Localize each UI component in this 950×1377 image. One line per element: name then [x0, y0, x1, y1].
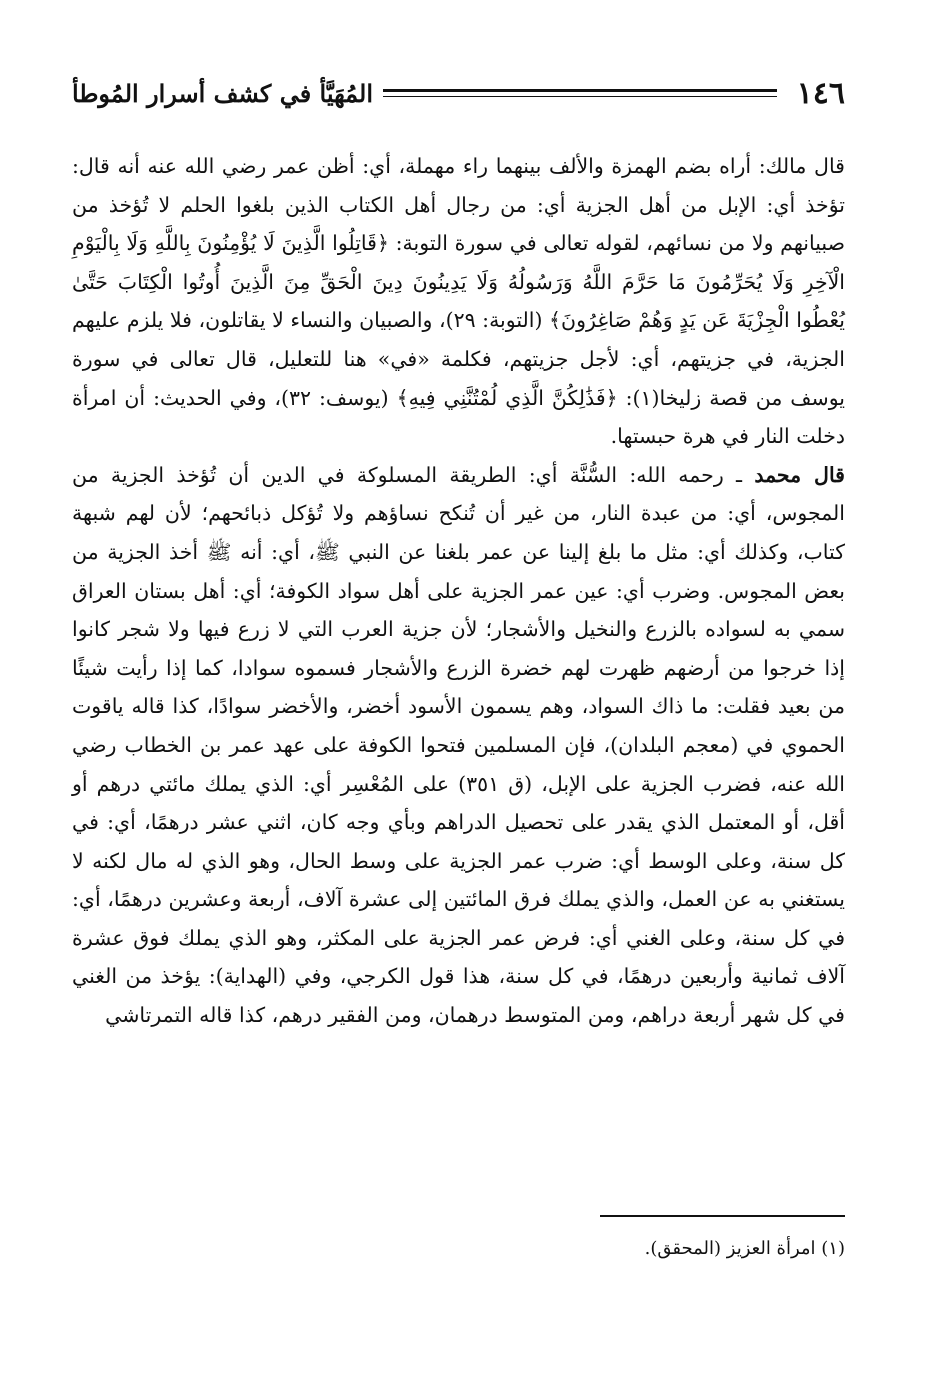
book-title: المُهَيَّأ في كشف أسرار المُوطأ	[72, 78, 373, 108]
footnote-rule	[600, 1215, 845, 1217]
main-text	[72, 147, 845, 1035]
paragraph-2	[72, 456, 845, 1035]
page-number: ١٤٦	[796, 75, 845, 111]
paragraph-1: قال مالك: أراه بضم الهمزة والألف بينهما راء مهملة، أي: أظن عمر رضي الله عنه أنه قال: تؤخذ أي: الإبل من أهل الجزية أي: من رجال أهل الكتاب الذين بلغوا الحلم لا تُؤخذ من صبيانهم ولا من نسائهم، لقوله تعالى في سورة التوبة: ﴿قَاتِلُوا الَّذِينَ لَا يُؤْمِنُونَ بِاللَّهِ وَلَا بِالْيَوْمِ الْآخِرِ وَلَا يُحَرِّمُونَ مَا حَرَّمَ اللَّهُ وَرَسُولُهُ وَلَا يَدِينُونَ دِينَ الْحَقِّ مِنَ الَّذِينَ أُوتُوا الْكِتَابَ حَتَّىٰ يُعْطُوا الْجِزْيَةَ عَن يَدٍ وَهُمْ صَاغِرُونَ﴾ (التوبة: ٢٩)، والصبيان والنساء لا يقاتلون، فلا يلزم عليهم الجزية، في جزيتهم، أي: لأجل جزيتهم، فكلمة «في» هنا للتعليل، قال تعالى في سورة يوسف من قصة زليخا(١): ﴿فَذَٰلِكُنَّ الَّذِي لُمْتُنَّنِي فِيهِ﴾ (يوسف: ٣٢)، وفي الحديث: أن امرأة دخلت النار في هرة حبستها.	[72, 154, 845, 449]
paragraph-2-text: ـ رحمه الله: السُّنَّة أي: الطريقة المسلوكة في الدين أن تُؤخذ الجزية من المجوس، أي: من عبدة النار، من غير أن تُنكح نساؤهم ولا تُؤكل ذبائحهم؛ لأن لهم شبهة كتاب، وكذلك أي: مثل ما بلغ إلينا عن عمر بلغنا عن النبي ﷺ، أي: أنه ﷺ أخذ الجزية من بعض المجوس. وضرب أي: عين عمر الجزية على أهل سواد الكوفة؛ أي: أهل بستان العراق سمي به لسواده بالزرع والنخيل والأشجار؛ لأن جزية العرب التي لا زرع فيها ولا شجر كانوا إذا خرجوا من أرضهم ظهرت لهم خضرة الزرع والأشجار فسموه سوادا، كما إذا رأيت شيئًا من بعيد فقلت: ما ذاك السواد، وهم يسمون الأسود أخضر، والأخضر سوادًا، كذا قاله ياقوت الحموي في (معجم البلدان)، فإن المسلمين فتحوا الكوفة على عهد عمر بن الخطاب رضي الله عنه، فضرب الجزية على الإبل، (ق ٣٥١) على المُعْسِر أي: الذي يملك مائتي درهم أو أقل، أو المعتمل الذي يقدر على تحصيل الدراهم وبأي وجه كان، اثني عشر درهمًا، أي: في كل سنة، وعلى الوسط أي: ضرب عمر الجزية على وسط الحال، وهو الذي له مال لكنه لا يستغني به عن العمل، والذي يملك فرق المائتين إلى عشرة آلاف، أربعة وعشرين درهمًا، أي: في كل سنة، وعلى الغني أي: فرض عمر الجزية على المكثر، وهو الذي يملك فوق عشرة آلاف ثمانية وأربعين درهمًا، في كل سنة، هذا قول الكرجي، وفي (الهداية): يؤخذ من الغني في كل شهر أربعة دراهم، ومن المتوسط درهمان، ومن الفقير درهم، كذا قاله التمرتاشي	[72, 462, 845, 1028]
footnote: (١) امرأة العزيز (المحقق).	[644, 1238, 845, 1259]
header-rule	[383, 89, 777, 97]
paragraph-2-lead: قال محمد	[754, 462, 845, 487]
running-header	[72, 70, 845, 116]
